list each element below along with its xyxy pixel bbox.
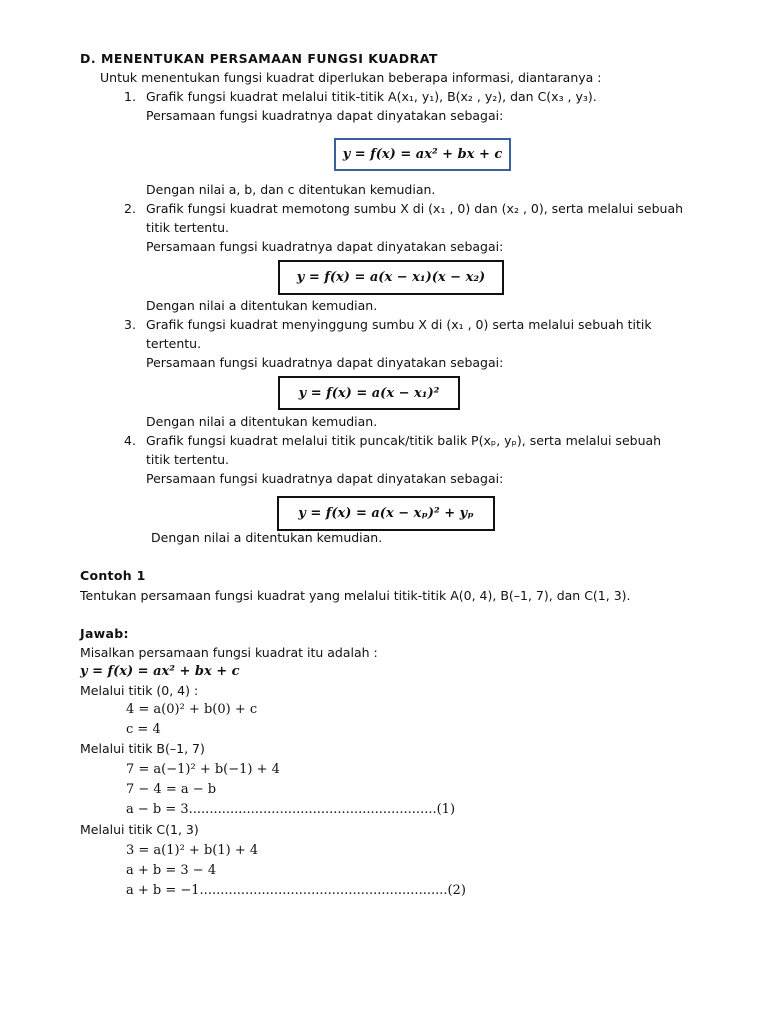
section-title: D. MENENTUKAN PERSAMAAN FUNGSI KUADRAT: [80, 51, 438, 66]
item-4-intro: Persamaan fungsi kuadratnya dapat dinyatakan sebagai:: [146, 471, 504, 486]
item-3-formula: y = f(x) = a(x − x₁)²: [298, 385, 440, 401]
answer-formula: y = f(x) = ax² + bx + c: [80, 664, 240, 679]
item-2-formula: y = f(x) = a(x − x₁)(x − x₂): [296, 270, 486, 285]
item-1-formula-box: [334, 138, 511, 171]
item-3-text-line2: tertentu.: [146, 336, 202, 351]
answer-line-point-b: Melalui titik B(–1, 7): [80, 741, 205, 756]
answer-eq-5: a − b = 3............................................................(1): [126, 802, 456, 817]
item-2-note: Dengan nilai a ditentukan kemudian.: [146, 298, 378, 313]
item-4-number: 4.: [124, 433, 136, 448]
item-2-text-line1: Grafik fungsi kuadrat memotong sumbu X di (x₁ , 0) dan (x₂ , 0), serta melalui sebuah: [146, 201, 684, 216]
item-3-formula-box: [278, 376, 460, 410]
item-2-text-line2: titik tertentu.: [146, 220, 230, 235]
answer-eq-7: a + b = 3 − 4: [126, 863, 217, 878]
item-4-note: Dengan nilai a ditentukan kemudian.: [151, 530, 383, 545]
answer-eq-1: 4 = a(0)² + b(0) + c: [126, 702, 258, 717]
example-problem: Tentukan persamaan fungsi kuadrat yang melalui titik-titik A(0, 4), B(–1, 7), dan C(1, 3).: [80, 588, 631, 603]
answer-eq-6: 3 = a(1)² + b(1) + 4: [126, 843, 259, 858]
item-4-formula: y = f(x) = a(x − xₚ)² + yₚ: [298, 506, 474, 521]
item-1-number: 1.: [124, 89, 136, 104]
section-intro: Untuk menentukan fungsi kuadrat diperlukan beberapa informasi, diantaranya :: [100, 70, 602, 85]
answer-title: Jawab:: [80, 626, 129, 641]
item-4-formula-box: [277, 496, 495, 531]
answer-eq-8: a + b = −1............................................................(2): [126, 883, 466, 898]
item-2-intro: Persamaan fungsi kuadratnya dapat dinyatakan sebagai:: [146, 239, 504, 254]
example-title: Contoh 1: [80, 568, 146, 583]
item-3-text-line1: Grafik fungsi kuadrat menyinggung sumbu X di (x₁ , 0) serta melalui sebuah titik: [146, 317, 652, 332]
answer-eq-2: c = 4: [126, 722, 161, 737]
item-3-number: 3.: [124, 317, 136, 332]
answer-line-point-a: Melalui titik (0, 4) :: [80, 683, 199, 698]
item-1-text: Grafik fungsi kuadrat melalui titik-titik A(x₁, y₁), B(x₂ , y₂), dan C(x₃ , y₃).: [146, 89, 597, 104]
answer-eq-4: 7 − 4 = a − b: [126, 782, 217, 797]
item-4-text-line1: Grafik fungsi kuadrat melalui titik puncak/titik balik P(xₚ, yₚ), serta melalui sebuah: [146, 433, 662, 448]
answer-line-1: Misalkan persamaan fungsi kuadrat itu adalah :: [80, 645, 378, 660]
item-4-text-line2: titik tertentu.: [146, 452, 230, 467]
item-3-intro: Persamaan fungsi kuadratnya dapat dinyatakan sebagai:: [146, 355, 504, 370]
answer-line-point-c: Melalui titik C(1, 3): [80, 822, 199, 837]
answer-eq-3: 7 = a(−1)² + b(−1) + 4: [126, 762, 280, 777]
item-3-note: Dengan nilai a ditentukan kemudian.: [146, 414, 378, 429]
item-2-number: 2.: [124, 201, 136, 216]
item-1-note: Dengan nilai a, b, dan c ditentukan kemudian.: [146, 182, 436, 197]
item-1-formula: y = f(x) = ax² + bx + c: [342, 147, 503, 162]
item-1-intro: Persamaan fungsi kuadratnya dapat dinyatakan sebagai:: [146, 108, 504, 123]
item-2-formula-box: [278, 260, 504, 295]
